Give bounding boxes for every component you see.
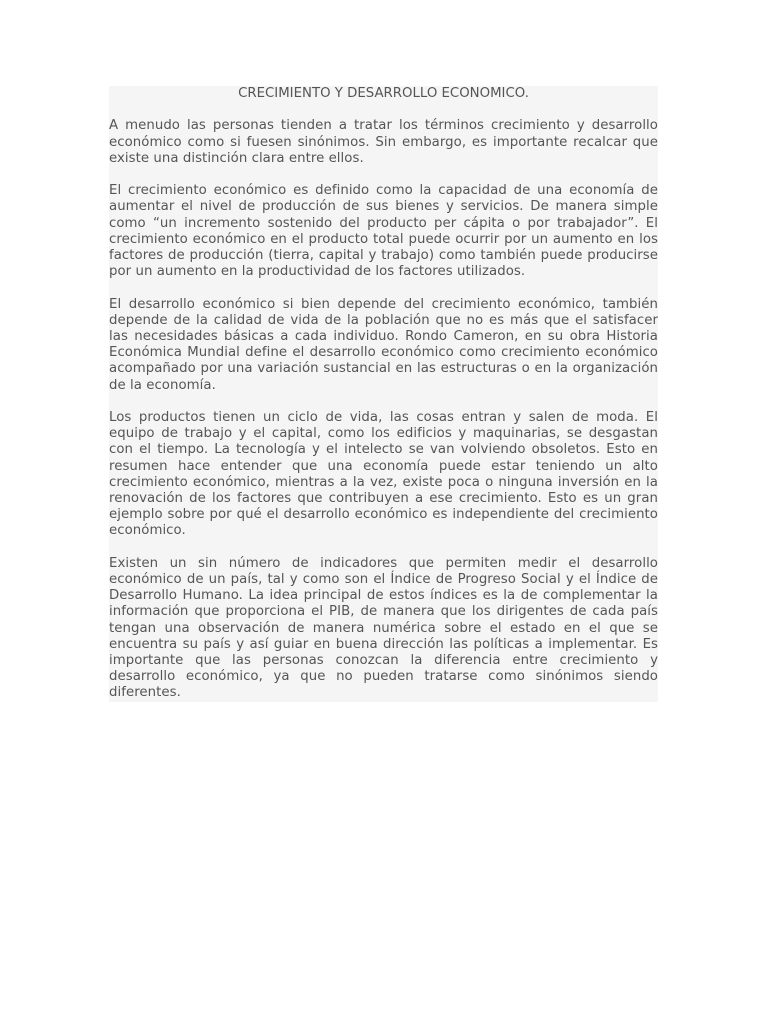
paragraph-4: Los productos tienen un ciclo de vida, las cosas entran y salen de moda. El equipo de trabajo y el capital, como los edificios y maquinarias, se desgastan con el tiempo. La tecnología y el intelecto se van volviendo obsoletos. Esto en resumen hace entender que una economía puede estar teniendo un alto crecimiento económico, mientras a la vez, existe poca o ninguna inversión en la renovación de los factores que contribuyen a ese crecimiento. Esto es un gran ejemplo sobre por qué el desarrollo económico es independiente del crecimiento económico. [109, 410, 658, 539]
document-title: CRECIMIENTO Y DESARROLLO ECONOMICO. [238, 86, 529, 101]
document-text-block [109, 86, 658, 702]
paragraph-3: El desarrollo económico si bien depende del crecimiento económico, también depende de la calidad de vida de la población que no es más que el satisfacer las necesidades básicas a cada individuo. Rondo Cameron, en su obra Historia Económica Mundial define el desarrollo económico como crecimiento económico acompañado por una variación sustancial en las estructuras o en la organización de la economía. [109, 296, 658, 393]
paragraph-2: El crecimiento económico es definido como la capacidad de una economía de aumentar el nivel de producción de sus bienes y servicios. De manera simple como “un incremento sostenido del producto per cápita o por trabajador”. El crecimiento económico en el producto total puede ocurrir por un aumento en los factores de producción (tierra, capital y trabajo) como también puede producirse por un aumento en la productividad de los factores utilizados. [109, 183, 658, 280]
paragraph-5: Existen un sin número de indicadores que permiten medir el desarrollo económico de un país, tal y como son el Índice de Progreso Social y el Índice de Desarrollo Humano. La idea principal de estos índices es la de complementar la información que proporciona el PIB, de manera que los dirigentes de cada país tengan una observación de manera numérica sobre el estado en el que se encuentra su país y así guiar en buena dirección las políticas a implementar. Es importante que las personas conozcan la diferencia entre crecimiento y desarrollo económico, ya que no pueden tratarse como sinónimos siendo diferentes. [109, 555, 658, 701]
paragraph-1: A menudo las personas tienden a tratar los términos crecimiento y desarrollo económico como si fuesen sinónimos. Sin embargo, es importante recalcar que existe una distinción clara entre ellos. [109, 118, 658, 166]
